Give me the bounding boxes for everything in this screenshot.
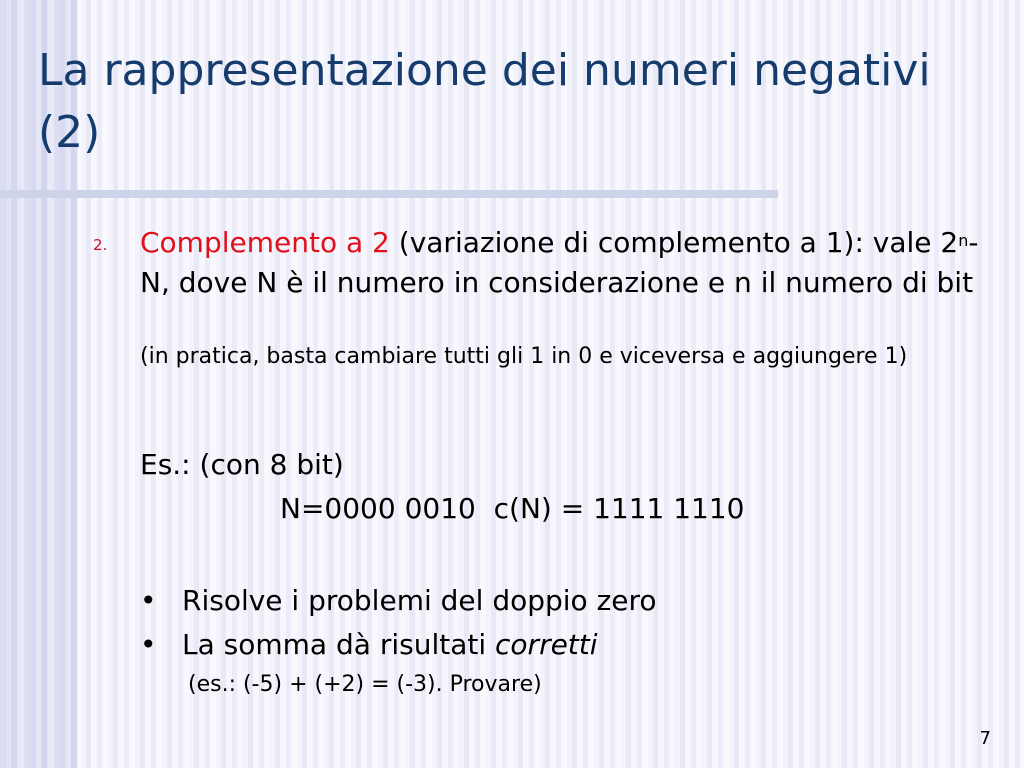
list-number: 2.	[93, 236, 108, 254]
paragraph-text-b: -N, dove N è il numero in considerazione e n il numero di bit	[140, 226, 979, 299]
main-paragraph	[140, 223, 990, 303]
example-line: N=0000 0010 c(N) = 1111 1110	[280, 492, 745, 525]
bullet-item	[140, 584, 657, 617]
exponent: n	[958, 231, 969, 250]
bullet-text: La somma dà risultati	[182, 628, 496, 661]
slide-number: 7	[979, 728, 991, 749]
sub-note: (es.: (-5) + (+2) = (-3). Provare)	[188, 672, 542, 697]
bullet-symbol: •	[140, 584, 157, 617]
bullet-italic-text: corretti	[495, 628, 598, 661]
highlight-heading: Complemento a 2	[140, 226, 390, 259]
bullet-text: Risolve i problemi del doppio zero	[182, 584, 657, 617]
bullet-item	[140, 628, 598, 661]
bullet-symbol: •	[140, 628, 157, 661]
example-label: Es.: (con 8 bit)	[140, 448, 344, 481]
slide-title: La rappresentazione dei numeri negativi (2)	[38, 45, 931, 158]
practical-note: (in pratica, basta cambiare tutti gli 1 in 0 e viceversa e aggiungere 1)	[140, 344, 908, 369]
paragraph-text-a: (variazione di complemento a 1): vale 2	[398, 226, 959, 259]
